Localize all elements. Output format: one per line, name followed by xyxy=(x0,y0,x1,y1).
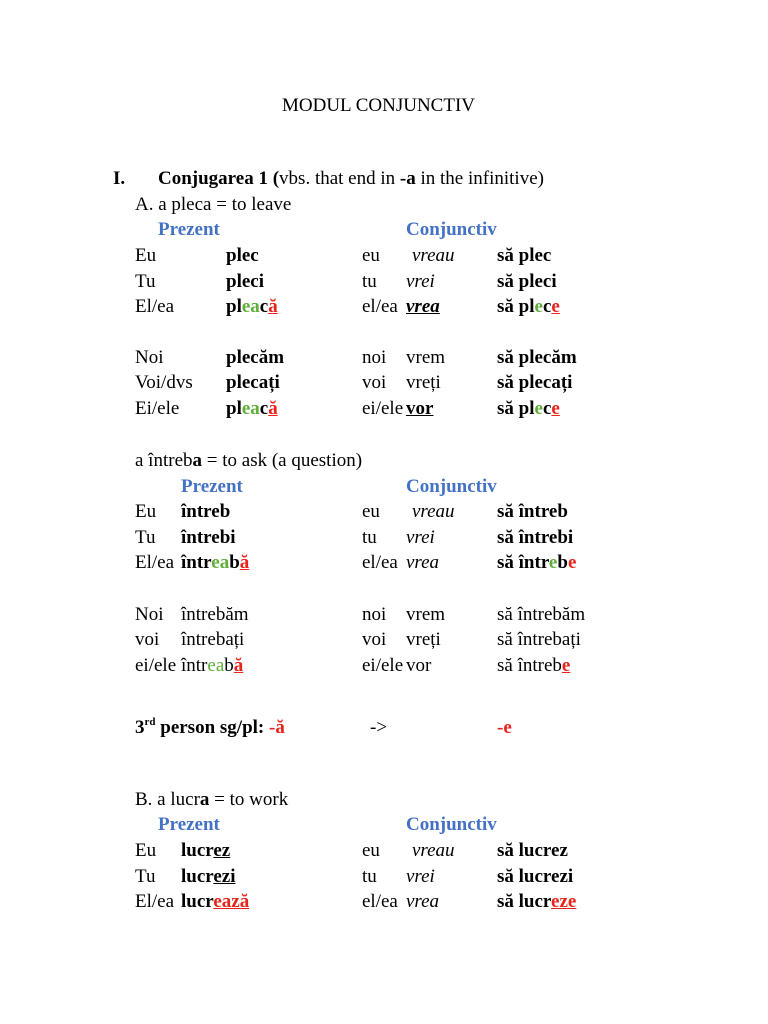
aux-verb: vrei xyxy=(406,866,435,887)
heading-text: vbs. that end in xyxy=(279,168,400,189)
section-numeral: I. xyxy=(113,168,126,189)
rule-arrow: -> xyxy=(370,717,388,738)
col-conjunctiv: Conjunctiv xyxy=(406,219,497,240)
verb-present: pleci xyxy=(226,271,264,292)
verb-conjunctive: să lucrezi xyxy=(497,866,574,887)
pronoun-conj: el/ea xyxy=(362,891,398,912)
col-prezent: Prezent xyxy=(158,219,220,240)
verb-present: pleacă xyxy=(226,398,278,419)
verb-present: întreabă xyxy=(181,552,250,573)
verb-present: plec xyxy=(226,245,259,266)
verb-present: lucrezi xyxy=(181,866,236,887)
verb-conjunctive: să lucrez xyxy=(497,840,568,861)
verb-conjunctive: să plecați xyxy=(497,372,573,393)
pronoun: Eu xyxy=(135,501,157,522)
verb-conjunctive: să întrebe xyxy=(497,655,571,676)
verb-conjunctive: să plece xyxy=(497,296,560,317)
pronoun-conj: tu xyxy=(362,866,377,887)
pronoun-conj: ei/ele xyxy=(362,655,404,676)
pronoun: voi xyxy=(135,629,160,650)
aux-verb: vrea xyxy=(406,296,440,317)
pronoun: Noi xyxy=(135,347,164,368)
page-title: MODUL CONJUNCTIV xyxy=(282,95,475,116)
aux-verb: vrea xyxy=(406,552,440,573)
pronoun-conj: eu xyxy=(362,501,380,522)
pronoun-conj: eu xyxy=(362,245,380,266)
part-a-label: A. a pleca = to leave xyxy=(135,194,292,215)
pronoun-conj: el/ea xyxy=(362,552,398,573)
pronoun: El/ea xyxy=(135,891,175,912)
aux-verb: vrei xyxy=(406,527,435,548)
aux-verb: vreți xyxy=(406,372,441,393)
col-prezent: Prezent xyxy=(181,476,243,497)
pronoun-conj: tu xyxy=(362,527,377,548)
heading-suffix: -a xyxy=(399,168,416,189)
pronoun: Eu xyxy=(135,840,157,861)
verb-conjunctive: să întrebi xyxy=(497,527,574,548)
aux-verb: vreți xyxy=(406,629,441,650)
col-conjunctiv: Conjunctiv xyxy=(406,814,497,835)
verb-present: plecați xyxy=(226,372,280,393)
aux-verb: vor xyxy=(406,655,432,676)
pronoun-conj: tu xyxy=(362,271,377,292)
pronoun: Voi/dvs xyxy=(135,372,193,393)
pronoun: El/ea xyxy=(135,552,175,573)
heading-bold: Conjugarea 1 ( xyxy=(158,168,280,189)
pronoun: Ei/ele xyxy=(135,398,180,419)
pronoun: Tu xyxy=(135,866,156,887)
aux-verb: vreau xyxy=(412,245,455,266)
part-b-label: B. a lucra = to work xyxy=(135,789,289,810)
verb-present: întreabă xyxy=(181,655,244,676)
heading-text-end: in the infinitive) xyxy=(415,168,544,189)
aux-verb: vrem xyxy=(406,347,446,368)
section-heading xyxy=(158,169,544,188)
pronoun: Eu xyxy=(135,245,157,266)
pronoun-conj: voi xyxy=(362,372,387,393)
aux-verb: vrei xyxy=(406,271,435,292)
verb-conjunctive: să întrebăm xyxy=(497,604,586,625)
pronoun: El/ea xyxy=(135,296,175,317)
col-conjunctiv: Conjunctiv xyxy=(406,476,497,497)
pronoun: ei/ele xyxy=(135,655,177,676)
aux-verb: vreau xyxy=(412,840,455,861)
verb-present: plecăm xyxy=(226,347,285,368)
pronoun-conj: ei/ele xyxy=(362,398,404,419)
aux-verb: vreau xyxy=(412,501,455,522)
pronoun: Tu xyxy=(135,271,156,292)
rule-result: -e xyxy=(497,717,512,738)
verb-conjunctive: să plecăm xyxy=(497,347,577,368)
pronoun-conj: voi xyxy=(362,629,387,650)
verb-conjunctive: să plece xyxy=(497,398,560,419)
aux-verb: vor xyxy=(406,398,434,419)
pronoun: Noi xyxy=(135,604,164,625)
pronoun-conj: noi xyxy=(362,604,387,625)
verb-present: întrebăm xyxy=(181,604,249,625)
verb-conjunctive: să plec xyxy=(497,245,552,266)
verb-conjunctive: să întreb xyxy=(497,501,568,522)
pronoun-conj: el/ea xyxy=(362,296,398,317)
verb-present: lucrez xyxy=(181,840,231,861)
verb-present: întreb xyxy=(181,501,231,522)
aux-verb: vrea xyxy=(406,891,440,912)
pronoun-conj: noi xyxy=(362,347,387,368)
verb-present: întrebi xyxy=(181,527,236,548)
pronoun-conj: eu xyxy=(362,840,380,861)
verb-conjunctive: să întrebați xyxy=(497,629,581,650)
part-a2-label: a întreba = to ask (a question) xyxy=(135,450,363,471)
col-prezent: Prezent xyxy=(158,814,220,835)
verb-present: întrebați xyxy=(181,629,245,650)
verb-present: pleacă xyxy=(226,296,278,317)
rule-line: 3rd person sg/pl: -ă xyxy=(135,716,285,738)
pronoun: Tu xyxy=(135,527,156,548)
verb-present: lucrează xyxy=(181,891,250,912)
verb-conjunctive: să pleci xyxy=(497,271,557,292)
verb-conjunctive: să lucreze xyxy=(497,891,577,912)
verb-conjunctive: să întrebe xyxy=(497,552,577,573)
aux-verb: vrem xyxy=(406,604,446,625)
